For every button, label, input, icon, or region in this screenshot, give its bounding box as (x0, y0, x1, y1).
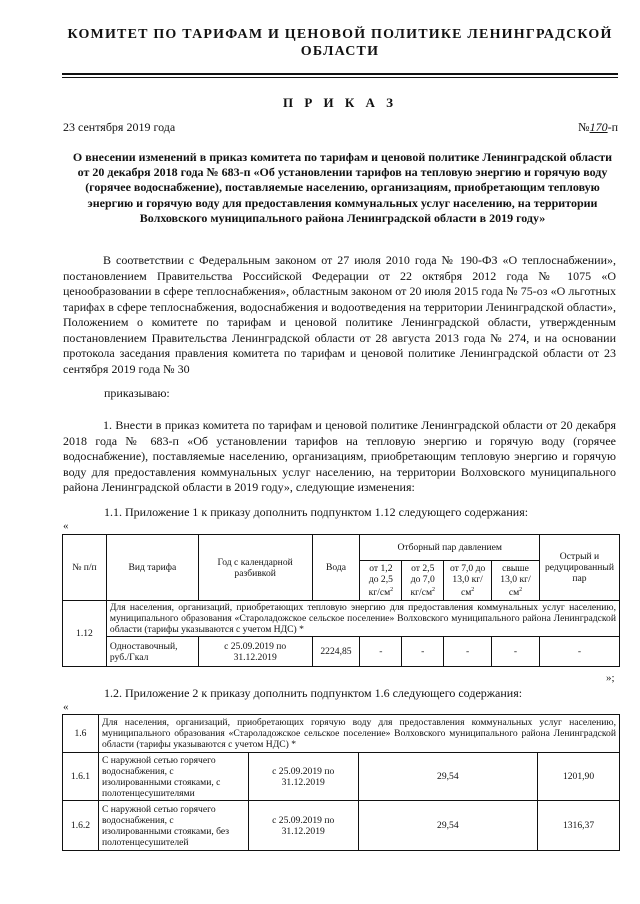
document-number (578, 120, 618, 135)
th-pressure-4 (492, 561, 540, 601)
item-1-1-text: 1.1. Приложение 1 к приказу дополнить подпунктом 1.12 следующего содержания: (104, 505, 529, 519)
row-1-12-type: Одноставочный, руб./Гкал (106, 637, 198, 667)
th-pressure-1-label: от 1,2 до 2,5 кг/см (368, 562, 393, 599)
th-water: Вода (312, 535, 360, 601)
row-1-6-2-period: с 25.09.2019 по 31.12.2019 (248, 801, 358, 851)
item-1-2-text: 1.2. Приложение 2 к приказу дополнить подпунктом 1.6 следующего содержания: (104, 686, 523, 700)
number-prefix: № (578, 120, 590, 134)
open-quote-1: « (63, 520, 69, 532)
row-1-12-p4: - (492, 637, 540, 667)
row-1-6-1-type: С наружной сетью горячего водоснабжения, с изолированными стояками, с полотенцесушителями (98, 753, 248, 801)
number-handwritten: 170 (589, 120, 608, 134)
row-1-6-1-value-1: 29,54 (358, 753, 538, 801)
th-pressure-4-sq: 2 (519, 586, 523, 593)
document-subject: О внесении изменений в приказ комитета по тарифам и ценовой политике Ленинградской области от 20 декабря 2018 года № 683-п «Об установлении тарифов на тепловую энергию и горячую воду (горячее водоснабжение), поставляемые населению, организациям, приобретающим тепловую энергию и горячую воду для предоставления коммунальных услуг населению, на территории Волховского муниципального района Ленинградской области в 2019 году» (72, 150, 613, 225)
org-line-1: КОМИТЕТ ПО ТАРИФАМ И ЦЕНОВОЙ ПОЛИТИКЕ ЛЕНИНГРАДСКОЙ (67, 27, 613, 42)
close-quote-1: »; (606, 672, 615, 684)
row-1-6-2-value-1: 29,54 (358, 801, 538, 851)
preamble-paragraph: В соответствии с Федеральным законом от 27 июля 2010 года № 190-ФЗ «О теплоснабжении», постановлением Правительства Российской Федерации от 22 октября 2012 года № 1075 «О ценообразовании в сфере теплоснабжения», областным законом от 20 июля 2015 года № 75-оз «О льготных тарифах в сфере теплоснабжения, водоснабжения и водоотведения на территории Ленинградской области», Положением о комитете по тарифам и ценовой политике Ленинградской области, утвержденным постановлением Правительства Ленинградской области от 28 августа 2013 года № 274, и на основании протокола заседания правления комитета по тарифам и ценовой политике Ленинградской области от 23 сентября 2019 года № 30 (63, 253, 616, 376)
row-1-6-1-num: 1.6.1 (63, 753, 99, 801)
row-1-12-sharp: - (539, 637, 619, 667)
header-rule-thick (62, 73, 618, 75)
row-1-12-period: с 25.09.2019 по 31.12.2019 (198, 637, 312, 667)
row-1-12-p2: - (402, 637, 444, 667)
th-sharp-steam: Острый и редуцированный пар (539, 535, 619, 601)
org-line-2: ОБЛАСТИ (300, 44, 380, 59)
th-tariff-type: Вид тарифа (106, 535, 198, 601)
document-date: 23 сентября 2019 года (63, 120, 176, 134)
document-type: П Р И К А З (282, 95, 398, 110)
tariff-table-heat (62, 534, 620, 667)
th-year: Год с календарной разбивкой (198, 535, 312, 601)
th-pressure-3-sq: 2 (471, 586, 475, 593)
th-num: № п/п (63, 535, 107, 601)
th-pressure-2-label: от 2,5 до 7,0 кг/см (410, 562, 435, 599)
row-1-12-p3: - (444, 637, 492, 667)
row-1-12-description: Для населения, организаций, приобретающих тепловую энергию для предоставления коммунальных услуг населению, муниципального образования «Староладожское сельское поселение» Волховского муниципального района Ленинградской области (тарифы указываются с учетом НДС) * (106, 601, 619, 637)
row-1-6-2-num: 1.6.2 (63, 801, 99, 851)
th-pressure-3-label: от 7,0 до 13,0 кг/см (449, 562, 486, 599)
th-pressure-1 (360, 561, 402, 601)
row-1-6-num: 1.6 (63, 715, 99, 753)
tariff-table-hot-water (62, 714, 620, 851)
row-1-6-1-value-2: 1201,90 (538, 753, 620, 801)
item-1-paragraph: 1. Внести в приказ комитета по тарифам и ценовой политике Ленинградской области от 20 декабря 2018 года № 683-п «Об установлении тарифов на тепловую энергию и горячую воду (горячее водоснабжение), поставляемые населению, организациям, приобретающим тепловую энергию и горячую воду для предоставления коммунальных услуг населению, на территории Волховского муниципального района Ленинградской области в 2019 году», следующие изменения: (63, 418, 616, 494)
number-suffix: -п (607, 120, 618, 134)
organization-header (60, 26, 620, 60)
row-1-6-description: Для населения, организаций, приобретающих горячую воду для предоставления коммунальных услуг населению, муниципального образования «Староладожское сельское поселение» Волховского муниципального района Ленинградской области (тарифы указываются с учетом НДС) * (98, 715, 619, 753)
row-1-12-water: 2224,85 (312, 637, 360, 667)
th-steam: Отборный пар давлением (360, 535, 540, 561)
th-pressure-2-sq: 2 (432, 586, 436, 593)
th-pressure-3 (444, 561, 492, 601)
row-1-6-2-value-2: 1316,37 (538, 801, 620, 851)
th-pressure-2 (402, 561, 444, 601)
th-pressure-1-sq: 2 (390, 586, 394, 593)
order-word: приказываю: (104, 386, 170, 400)
row-1-12-p1: - (360, 637, 402, 667)
th-pressure-4-label: свыше 13,0 кг/см (500, 562, 531, 599)
row-1-6-1-period: с 25.09.2019 по 31.12.2019 (248, 753, 358, 801)
row-1-6-2-type: С наружной сетью горячего водоснабжения, с изолированными стояками, без полотенцесушителей (98, 801, 248, 851)
open-quote-2: « (63, 701, 69, 713)
header-rule-thin (62, 77, 618, 78)
row-1-12-num: 1.12 (63, 601, 107, 667)
